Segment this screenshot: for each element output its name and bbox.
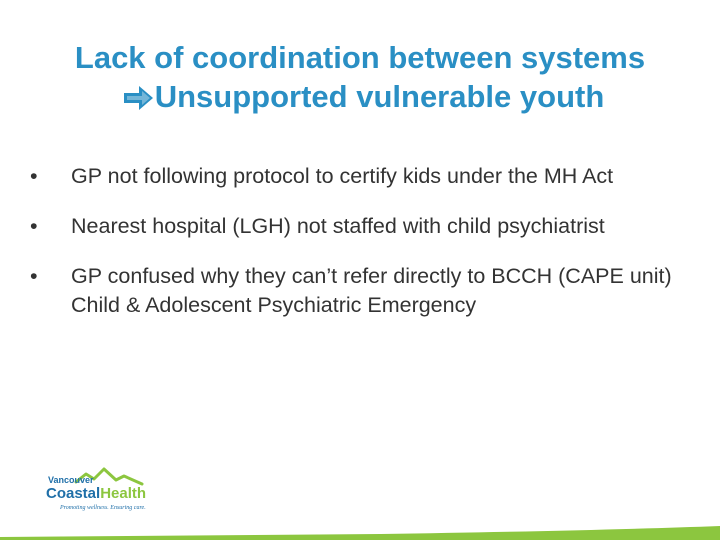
bullet-dot: • bbox=[30, 214, 38, 238]
title-line-2 bbox=[0, 77, 720, 116]
svg-text:CoastalHealth bbox=[46, 485, 146, 502]
bullet-item bbox=[28, 262, 688, 320]
bullet-dot: • bbox=[30, 264, 38, 288]
bullet-text: GP confused why they can’t refer directly to BCCH (CAPE unit) Child & Adolescent Psychiatric Emergency bbox=[71, 264, 672, 317]
bullet-item bbox=[28, 212, 688, 241]
bullet-text: Nearest hospital (LGH) not staffed with child psychiatrist bbox=[71, 214, 605, 238]
title-line-2-text: Unsupported vulnerable youth bbox=[154, 79, 605, 114]
title-line-1: Lack of coordination between systems bbox=[74, 40, 646, 75]
right-arrow-icon bbox=[124, 85, 154, 111]
logo-tagline: Promoting wellness. Ensuring care. bbox=[60, 505, 146, 511]
logo-coastal: Coastal bbox=[46, 485, 101, 502]
logo-line-1: Vancouver bbox=[48, 475, 94, 485]
footer-wave bbox=[0, 526, 720, 540]
bullet-dot: • bbox=[30, 164, 38, 188]
bullet-text: GP not following protocol to certify kids under the MH Act bbox=[71, 164, 614, 188]
vancouver-coastal-health-logo bbox=[46, 466, 166, 514]
slide-title bbox=[0, 38, 720, 116]
logo-health: Health bbox=[100, 485, 147, 502]
bullet-list bbox=[28, 162, 688, 341]
bullet-item bbox=[28, 162, 688, 191]
